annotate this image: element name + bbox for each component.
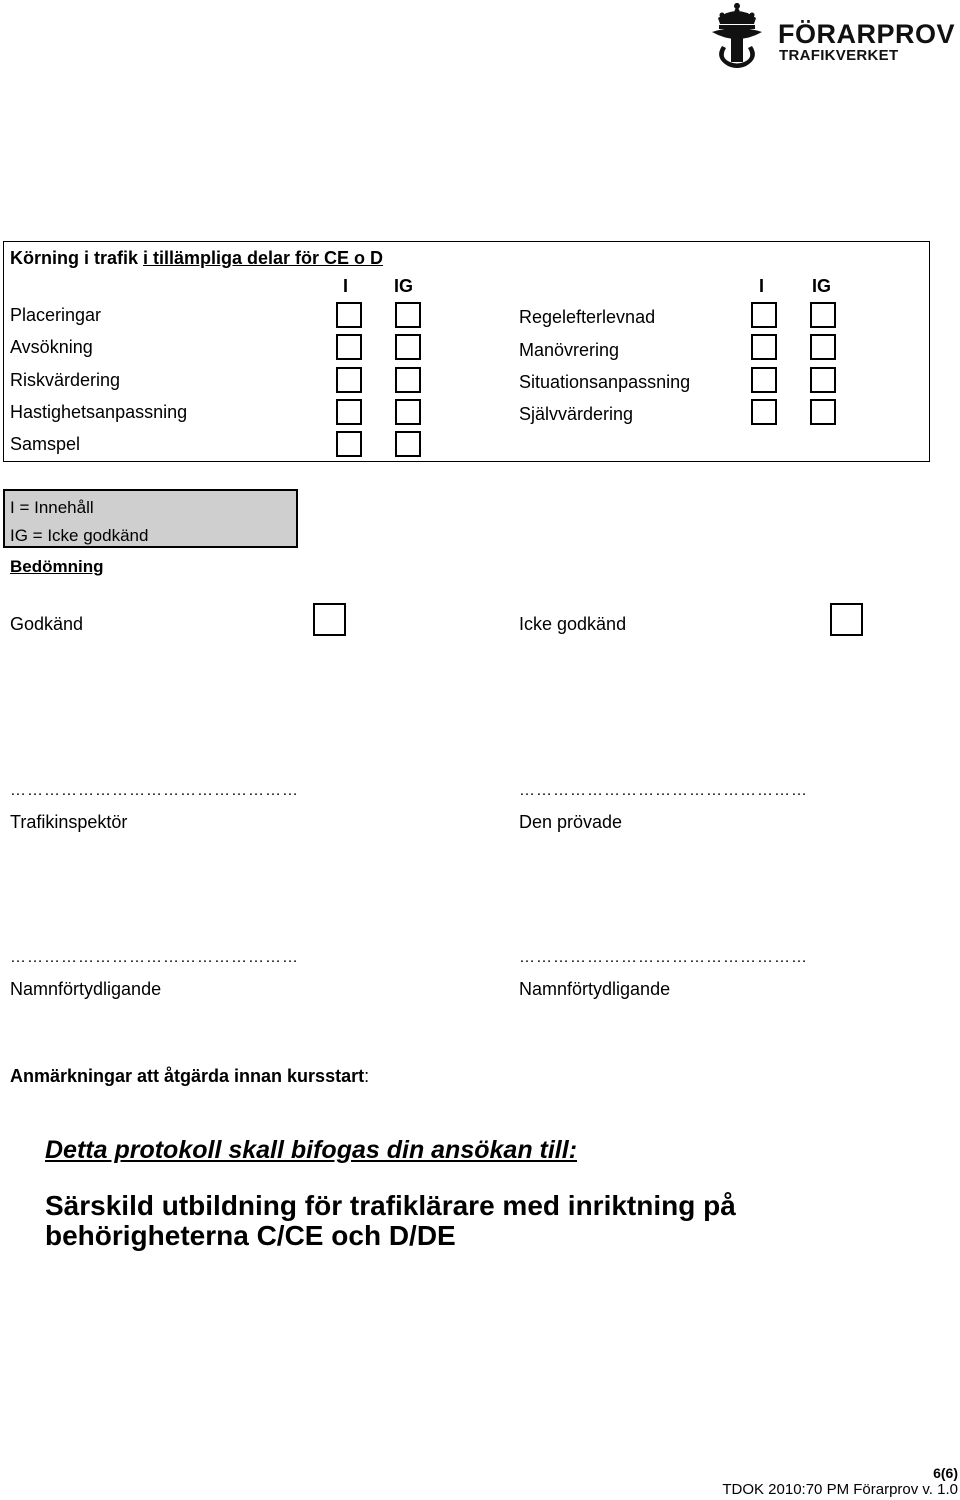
legend-line-i: I = Innehåll: [10, 498, 94, 517]
crown-t-logo-icon: [708, 2, 766, 72]
name-line-examinee[interactable]: ……………………………………………: [519, 949, 808, 966]
checkbox-manovrering-i[interactable]: [751, 334, 777, 360]
checkbox-hastighetsanpassning-i[interactable]: [336, 399, 362, 425]
checkbox-not-approved[interactable]: [830, 603, 863, 636]
attach-instruction: Detta protokoll skall bifogas din ansökan till:: [45, 1136, 578, 1164]
criterion-label-samspel: Samspel: [10, 434, 81, 454]
signature-label-examinee: Den prövade: [519, 812, 623, 832]
checkbox-avsokning-i[interactable]: [336, 334, 362, 360]
checkbox-sjalvvardering-ig[interactable]: [810, 399, 836, 425]
section-title: [10, 248, 383, 268]
name-line-inspector[interactable]: ……………………………………………: [10, 949, 299, 966]
checkbox-manovrering-ig[interactable]: [810, 334, 836, 360]
signature-line-examinee[interactable]: ……………………………………………: [519, 782, 808, 799]
remarks-label-text: Anmärkningar att åtgärda innan kursstart: [10, 1066, 365, 1086]
checkbox-situationsanpassning-ig[interactable]: [810, 367, 836, 393]
criterion-label-riskvardering: Riskvärdering: [10, 370, 121, 390]
name-label-examinee: Namnförtydligande: [519, 979, 671, 999]
criterion-label-hastighetsanpassning: Hastighetsanpassning: [10, 402, 188, 422]
logo-title: FÖRARPROV: [778, 19, 956, 49]
checkbox-sjalvvardering-i[interactable]: [751, 399, 777, 425]
criterion-label-regelefterlevnad: Regelefterlevnad: [519, 307, 656, 327]
checkbox-riskvardering-i[interactable]: [336, 367, 362, 393]
checkbox-regelefterlevnad-ig[interactable]: [810, 302, 836, 328]
criterion-label-placeringar: Placeringar: [10, 305, 102, 325]
remarks-label-colon: :: [364, 1066, 370, 1086]
checkbox-regelefterlevnad-i[interactable]: [751, 302, 777, 328]
criterion-label-sjalvvardering: Självvärdering: [519, 404, 634, 424]
checkbox-avsokning-ig[interactable]: [395, 334, 421, 360]
document-id: TDOK 2010:70 PM Förarprov v. 1.0: [722, 1481, 958, 1498]
checkbox-approved[interactable]: [313, 603, 346, 636]
logo: [708, 2, 956, 74]
checkbox-situationsanpassning-i[interactable]: [751, 367, 777, 393]
page-number: 6(6): [933, 1465, 958, 1481]
logo-subtitle: TRAFIKVERKET: [779, 47, 899, 64]
criterion-label-avsokning: Avsökning: [10, 337, 93, 357]
not-approved-label: Icke godkänd: [519, 614, 627, 634]
name-label-inspector: Namnförtydligande: [10, 979, 162, 999]
checkbox-placeringar-ig[interactable]: [395, 302, 421, 328]
col-header-i-left: I: [343, 276, 349, 296]
checkbox-placeringar-i[interactable]: [336, 302, 362, 328]
col-header-ig-right: IG: [812, 276, 832, 296]
approved-label: Godkänd: [10, 614, 84, 634]
driving-assessment-section: [3, 241, 930, 462]
section-title-plain: Körning i trafik: [10, 248, 144, 268]
program-title-line2: behörigheterna C/CE och D/DE: [45, 1220, 456, 1251]
checkbox-samspel-i[interactable]: [336, 431, 362, 457]
checkbox-hastighetsanpassning-ig[interactable]: [395, 399, 421, 425]
assessment-title: Bedömning: [10, 557, 104, 576]
program-title-line1: Särskild utbildning för trafiklärare med inriktning på: [45, 1190, 736, 1221]
checkbox-riskvardering-ig[interactable]: [395, 367, 421, 393]
section-title-underlined: i tillämpliga delar för CE o D: [143, 248, 384, 268]
remarks-label: [10, 1066, 369, 1086]
col-header-ig-left: IG: [394, 276, 414, 296]
col-header-i-right: I: [759, 276, 765, 296]
signature-line-inspector[interactable]: ……………………………………………: [10, 782, 299, 799]
checkbox-samspel-ig[interactable]: [395, 431, 421, 457]
legend-line-ig: IG = Icke godkänd: [10, 526, 149, 545]
signature-label-inspector: Trafikinspektör: [10, 812, 128, 832]
criterion-label-manovrering: Manövrering: [519, 340, 620, 360]
criterion-label-situationsanpassning: Situationsanpassning: [519, 372, 691, 392]
